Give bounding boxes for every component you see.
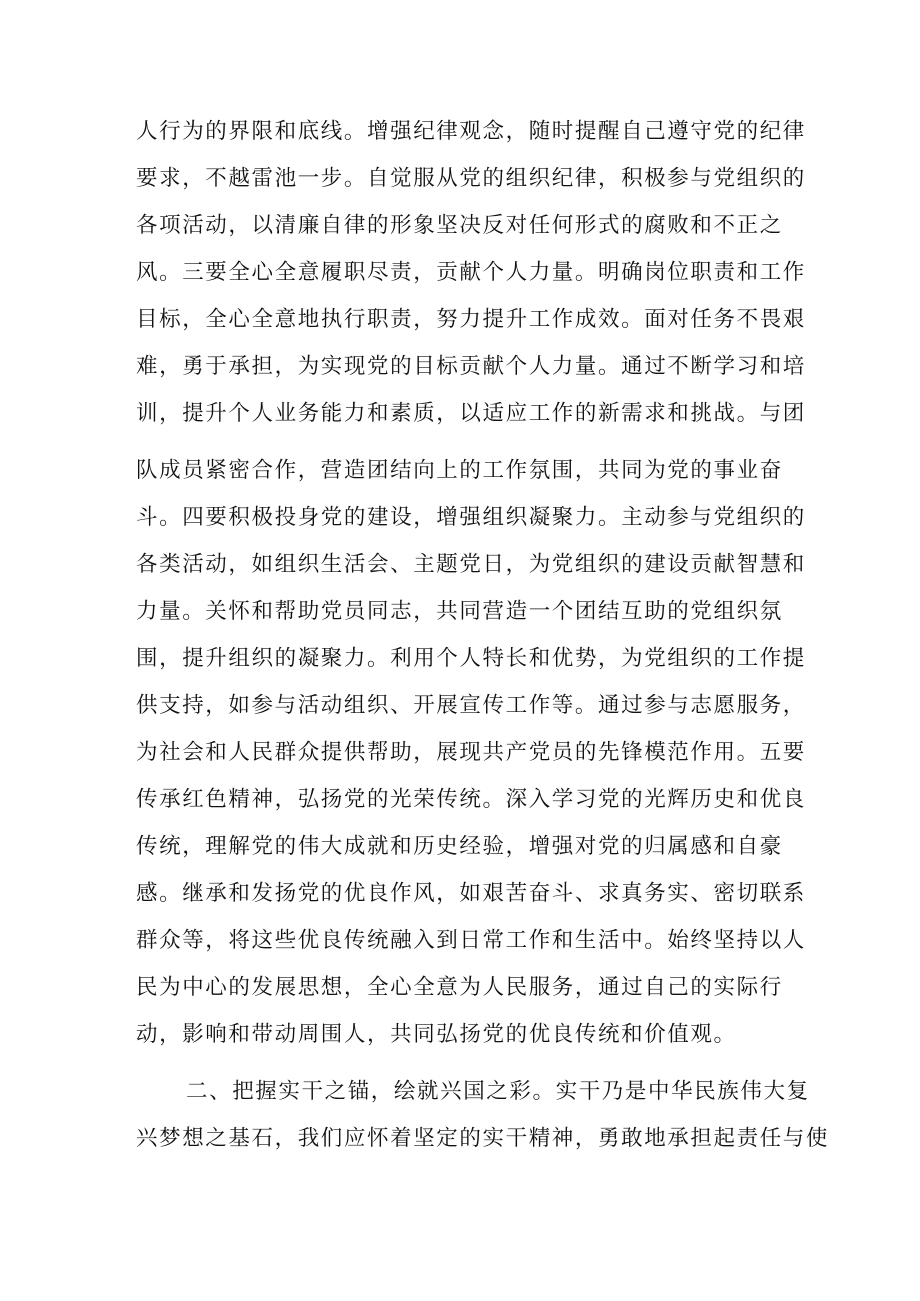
text-line: 训，提升个人业务能力和素质，以适应工作的新需求和挑战。与团 [136,401,806,426]
text-line: 民为中心的发展思想，全心全意为人民服务，通过自己的实际行 [136,975,783,1000]
text-line: 围，提升组织的凝聚力。利用个人特长和优势，为党组织的工作提 [136,646,806,671]
text-line: 动，影响和带动周围人，共同弘扬党的优良传统和价值观。 [136,1022,737,1047]
text-line: 供支持，如参与活动组织、开展宣传工作等。通过参与志愿服务， [136,693,806,718]
text-line: 目标，全心全意地执行职责，努力提升工作成效。面对任务不畏艰 [136,307,806,332]
text-line: 传统，理解党的伟大成就和历史经验，增强对党的归属感和自豪 [136,834,783,859]
text-line: 要求，不越雷池一步。自觉服从党的组织纪律，积极参与党组织的 [136,166,806,191]
text-line: 传承红色精神，弘扬党的光荣传统。深入学习党的光辉历史和优良 [136,787,806,812]
text-line: 为社会和人民群众提供帮助，展现共产党员的先锋模范作用。五要 [136,740,806,765]
text-line: 群众等，将这些优良传统融入到日常工作和生活中。始终坚持以人 [136,928,806,953]
text-line: 各项活动，以清廉自律的形象坚决反对任何形式的腐败和不正之 [136,213,783,238]
text-line: 人行为的界限和底线。增强纪律观念，随时提醒自己遵守党的纪律 [136,119,806,144]
text-line: 队成员紧密合作，营造团结向上的工作氛围，共同为党的事业奋 [136,458,783,483]
text-line: 各类活动，如组织生活会、主题党日，为党组织的建设贡献智慧和 [136,552,806,577]
text-line: 风。三要全心全意履职尽责，贡献个人力量。明确岗位职责和工作 [136,260,806,285]
text-line: 力量。关怀和帮助党员同志，共同营造一个团结互助的党组织氛 [136,599,783,624]
text-line: 兴梦想之基石，我们应怀着坚定的实干精神，勇敢地承担起责任与使 [136,1126,830,1151]
text-line: 难，勇于承担，为实现党的目标贡献个人力量。通过不断学习和培 [136,354,806,379]
text-line: 斗。四要积极投身党的建设，增强组织凝聚力。主动参与党组织的 [136,505,806,530]
text-line: 感。继承和发扬党的优良作风，如艰苦奋斗、求真务实、密切联系 [136,881,806,906]
text-line: 二、把握实干之锚，绘就兴国之彩。实干乃是中华民族伟大复 [186,1079,810,1104]
